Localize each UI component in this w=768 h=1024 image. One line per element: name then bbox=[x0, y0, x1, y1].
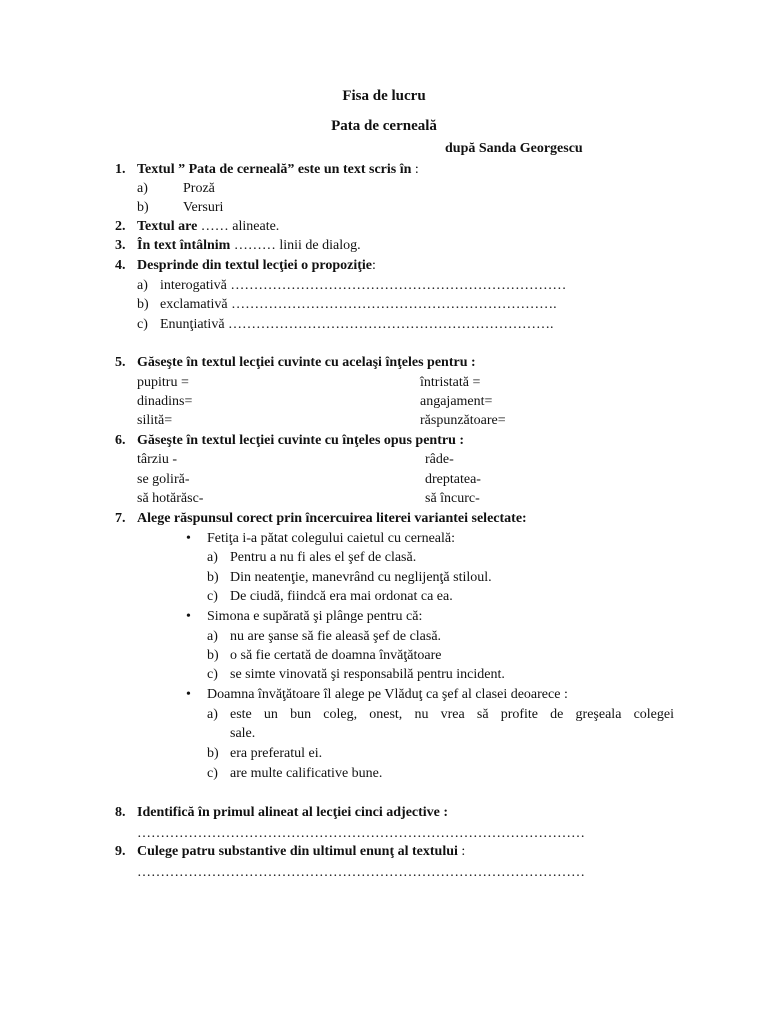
q8-answer-line: …………………………………………………………………………………… bbox=[137, 826, 585, 841]
q7-item1-stem: Fetiţa i-a pătat colegului caietul cu cerneală: bbox=[207, 531, 455, 546]
worksheet-title: Fisa de lucru bbox=[342, 88, 426, 104]
q5-right-item: întristată = bbox=[420, 375, 481, 390]
q7-item3-option-a-letter: a) bbox=[207, 707, 218, 722]
q7-item3-option-b-text: era preferatul ei. bbox=[230, 746, 323, 761]
q4-text: Desprinde din textul lecţiei o propoziţie bbox=[137, 258, 372, 273]
q4-tail: : bbox=[372, 258, 376, 273]
bullet-icon: • bbox=[186, 531, 191, 546]
q8-text: Identifică în primul alineat al lecţiei cinci adjective : bbox=[137, 805, 449, 820]
q6-left-item: să hotărăsc- bbox=[137, 491, 204, 506]
q5-left-item: pupitru = bbox=[137, 375, 189, 390]
q7-item2-option-c-text: se simte vinovată şi responsabilă pentru incident. bbox=[230, 667, 505, 682]
q5-left-item: silită= bbox=[137, 413, 173, 428]
q5-left-item: dinadins= bbox=[137, 394, 193, 409]
bullet-icon: • bbox=[186, 687, 191, 702]
q4-question bbox=[137, 257, 376, 274]
q9-tail: : bbox=[457, 844, 466, 859]
q7-item3-option-a-cont: sale. bbox=[230, 726, 256, 741]
q1-option-a-letter: a) bbox=[137, 181, 148, 196]
q7-number: 7. bbox=[115, 511, 126, 526]
q4-option-b-letter: b) bbox=[137, 297, 149, 312]
q7-item3-option-b-letter: b) bbox=[207, 746, 219, 761]
q4-option-a-letter: a) bbox=[137, 278, 148, 293]
q3-question bbox=[137, 237, 361, 254]
q7-item3-option-a-text: este un bun coleg, onest, nu vrea să profite de greşeala colegei bbox=[230, 707, 674, 722]
q9-answer-line: …………………………………………………………………………………… bbox=[137, 865, 585, 880]
q7-item2-stem: Simona e supărată şi plânge pentru că: bbox=[207, 609, 423, 624]
q7-item1-option-b-letter: b) bbox=[207, 570, 219, 585]
q4-number: 4. bbox=[115, 258, 126, 273]
q2-rest: …… alineate. bbox=[197, 219, 280, 234]
q7-item2-option-c-letter: c) bbox=[207, 667, 218, 682]
q1-number: 1. bbox=[115, 162, 126, 177]
q7-item1-option-c-letter: c) bbox=[207, 589, 218, 604]
q7-item2-option-b-letter: b) bbox=[207, 648, 219, 663]
q1-option-a-text: Proză bbox=[183, 181, 215, 196]
bullet-icon: • bbox=[186, 609, 191, 624]
q7-item1-option-a-text: Pentru a nu fi ales el şef de clasă. bbox=[230, 550, 417, 565]
q6-text: Găseşte în textul lecţiei cuvinte cu înţeles opus pentru : bbox=[137, 433, 465, 448]
q2-bold: Textul are bbox=[137, 219, 198, 234]
q1-option-b-letter: b) bbox=[137, 200, 149, 215]
q4-option-a-text: interogativă ……………………………………………………………… bbox=[160, 278, 567, 293]
q6-right-item: să încurc- bbox=[425, 491, 480, 506]
q1-option-b-text: Versuri bbox=[183, 200, 224, 215]
q6-left-item: se goliră- bbox=[137, 472, 190, 487]
q5-number: 5. bbox=[115, 355, 126, 370]
q3-number: 3. bbox=[115, 238, 126, 253]
text-title: Pata de cerneală bbox=[331, 118, 437, 134]
q6-number: 6. bbox=[115, 433, 126, 448]
q3-bold: În text întâlnim bbox=[137, 238, 231, 253]
q7-item1-option-b-text: Din neatenţie, manevrând cu neglijenţă stiloul. bbox=[230, 570, 492, 585]
q4-option-b-text: exclamativă ……………………………………………………………. bbox=[160, 297, 557, 312]
q9-number: 9. bbox=[115, 844, 126, 859]
q8-number: 8. bbox=[115, 805, 126, 820]
q7-item1-option-a-letter: a) bbox=[207, 550, 218, 565]
q9-text: Culege patru substantive din ultimul enunţ al textului bbox=[137, 844, 458, 859]
q4-option-c-text: Enunţiativă ……………………………………………………………. bbox=[160, 317, 554, 332]
q2-question bbox=[137, 218, 279, 235]
q7-item1-option-c-text: De ciudă, fiindcă era mai ordonat ca ea. bbox=[230, 589, 453, 604]
q4-option-c-letter: c) bbox=[137, 317, 148, 332]
q6-right-item: dreptatea- bbox=[425, 472, 481, 487]
q7-item3-stem: Doamna învăţătoare îl alege pe Vlăduţ ca şef al clasei deoarece : bbox=[207, 687, 568, 702]
q7-item2-option-a-text: nu are şanse să fie aleasă şef de clasă. bbox=[230, 629, 442, 644]
q6-right-item: râde- bbox=[425, 452, 454, 467]
q9-question bbox=[137, 843, 465, 860]
q3-rest: ……… linii de dialog. bbox=[230, 238, 361, 253]
q1-question bbox=[137, 161, 419, 178]
q7-item3-option-c-text: are multe calificative bune. bbox=[230, 766, 383, 781]
q5-text: Găseşte în textul lecţiei cuvinte cu acelaşi înţeles pentru : bbox=[137, 355, 476, 370]
q1-text: Textul ” Pata de cerneală” este un text scris în bbox=[137, 162, 412, 177]
q6-left-item: târziu - bbox=[137, 452, 178, 467]
q5-right-item: răspunzătoare= bbox=[420, 413, 506, 428]
q7-item2-option-b-text: o să fie certată de doamna învăţătoare bbox=[230, 648, 442, 663]
q7-item2-option-a-letter: a) bbox=[207, 629, 218, 644]
q1-tail: : bbox=[411, 162, 419, 177]
q7-text: Alege răspunsul corect prin încercuirea literei variantei selectate: bbox=[137, 511, 527, 526]
q2-number: 2. bbox=[115, 219, 126, 234]
q5-right-item: angajament= bbox=[420, 394, 493, 409]
q7-item3-option-c-letter: c) bbox=[207, 766, 218, 781]
author-line: după Sanda Georgescu bbox=[445, 141, 583, 156]
